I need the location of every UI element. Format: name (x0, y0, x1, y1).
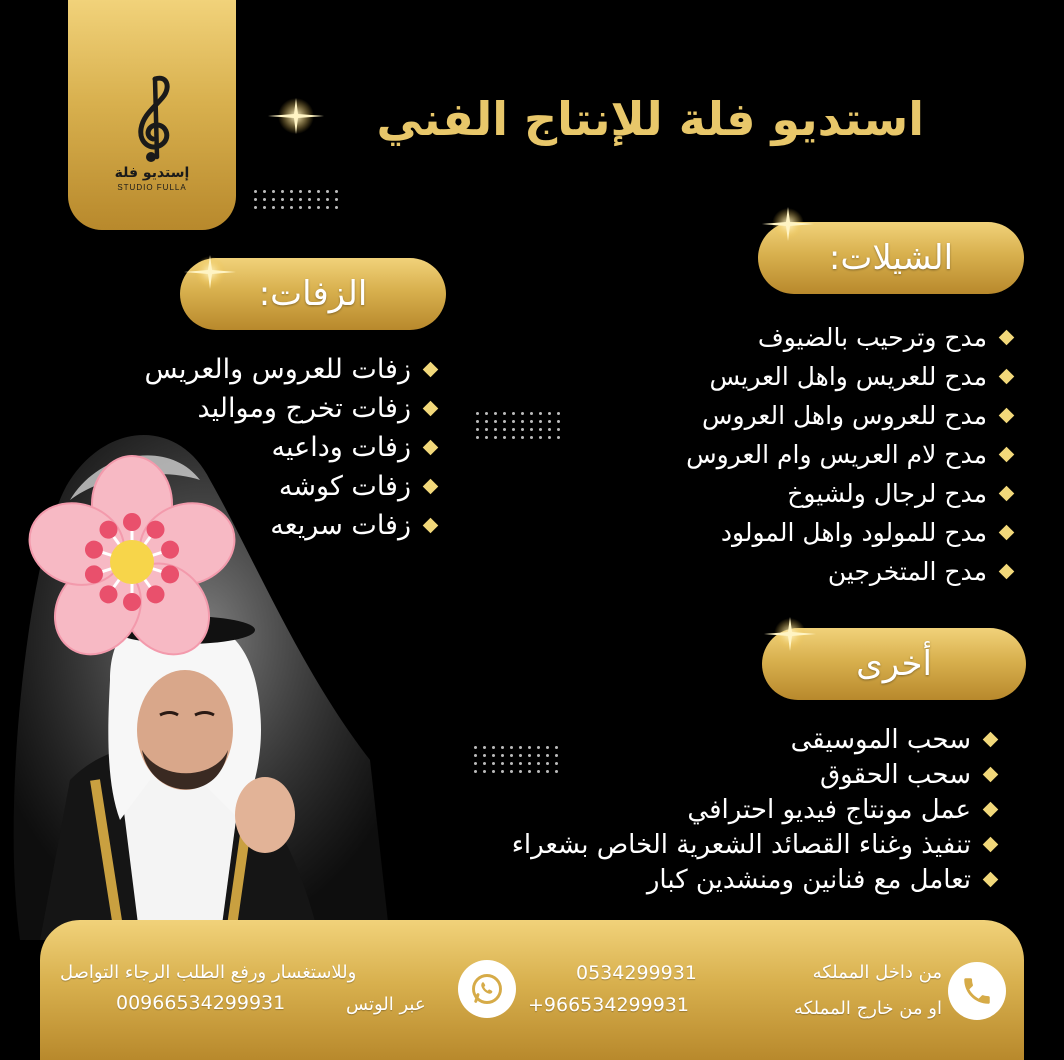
diamond-bullet-icon (999, 369, 1015, 385)
list-item (512, 792, 996, 827)
sparkle-star-icon (760, 614, 820, 654)
phone-icon (960, 974, 994, 1008)
list-item-text: مدح للمولود واهل المولود (720, 518, 987, 547)
list-item-text: زفات للعروس والعريس (144, 354, 411, 385)
outside-kingdom-label: او من خارج المملكه (794, 998, 942, 1019)
whatsapp-icon (469, 971, 505, 1007)
list-item-text: عمل مونتاج فيديو احترافي (687, 794, 971, 825)
diamond-bullet-icon (983, 872, 999, 888)
list-item (686, 474, 1012, 513)
diamond-bullet-icon (423, 440, 439, 456)
outside-phone-number[interactable]: +966534299931 (528, 994, 689, 1016)
zafat-heading-text: الزفات: (258, 274, 368, 314)
list-item-text: زفات سريعه (270, 510, 411, 541)
list-item (512, 827, 996, 862)
list-item (686, 396, 1012, 435)
inside-phone-number[interactable]: 0534299931 (576, 962, 697, 984)
diamond-bullet-icon (423, 479, 439, 495)
okhra-heading-text: أخرى (856, 644, 932, 684)
list-item-text: مدح المتخرجين (827, 557, 987, 586)
okhra-list (512, 722, 996, 897)
list-item (686, 318, 1012, 357)
couple-photo (0, 420, 390, 940)
shilat-heading-text: الشيلات: (828, 238, 954, 278)
diamond-bullet-icon (983, 837, 999, 853)
list-item-text: مدح وترحيب بالضيوف (757, 323, 987, 352)
studio-logo (68, 0, 236, 230)
list-item (686, 513, 1012, 552)
list-item (512, 862, 996, 897)
phone-button[interactable] (948, 962, 1006, 1020)
diamond-bullet-icon (999, 447, 1015, 463)
sparkle-star-icon (758, 204, 818, 244)
diamond-bullet-icon (983, 732, 999, 748)
list-item-text: مدح لام العريس وام العروس (686, 440, 987, 469)
diamond-bullet-icon (423, 362, 439, 378)
list-item (512, 757, 996, 792)
list-item-text: زفات كوشه (278, 471, 411, 502)
list-item (686, 552, 1012, 591)
diamond-bullet-icon (999, 408, 1015, 424)
logo-arabic-text: إستديو فلة (114, 165, 190, 181)
dot-pattern (254, 190, 339, 209)
contact-footer (40, 920, 1024, 1060)
logo-english-text: STUDIO FULLA (117, 183, 187, 192)
shilat-list (686, 318, 1012, 591)
diamond-bullet-icon (423, 401, 439, 417)
list-item-text: تنفيذ وغناء القصائد الشعرية الخاص بشعراء (511, 829, 971, 860)
list-item (686, 435, 1012, 474)
list-item (145, 350, 436, 389)
list-item-text: سحب الحقوق (819, 759, 971, 790)
inquiry-text: وللاستغسار ورفع الطلب الرجاء التواصل (60, 962, 357, 983)
diamond-bullet-icon (423, 518, 439, 534)
list-item-text: مدح للعروس واهل العروس (702, 401, 987, 430)
list-item-text: مدح لرجال ولشيوخ (787, 479, 987, 508)
page-title: استديو فلة للإنتاج الفني (376, 92, 924, 146)
sparkle-star-icon (180, 252, 240, 292)
diamond-bullet-icon (983, 767, 999, 783)
treble-clef-logo-icon (117, 73, 187, 163)
list-item (686, 357, 1012, 396)
list-item-text: مدح للعريس واهل العريس (709, 362, 987, 391)
whatsapp-number[interactable]: 00966534299931 (116, 992, 286, 1014)
list-item-text: سحب الموسيقى (790, 724, 971, 755)
diamond-bullet-icon (983, 802, 999, 818)
list-item-text: زفات وداعيه (271, 432, 411, 463)
sparkle-star-icon (266, 96, 326, 136)
list-item-text: تعامل مع فنانين ومنشدين كبار (646, 864, 971, 895)
whatsapp-label: عبر الوتس (346, 994, 426, 1015)
diamond-bullet-icon (999, 330, 1015, 346)
dot-pattern (476, 412, 561, 439)
inside-kingdom-label: من داخل المملكه (812, 962, 942, 983)
diamond-bullet-icon (999, 486, 1015, 502)
list-item-text: زفات تخرج ومواليد (197, 393, 411, 424)
diamond-bullet-icon (999, 564, 1015, 580)
whatsapp-button[interactable] (458, 960, 516, 1018)
diamond-bullet-icon (999, 525, 1015, 541)
list-item (512, 722, 996, 757)
